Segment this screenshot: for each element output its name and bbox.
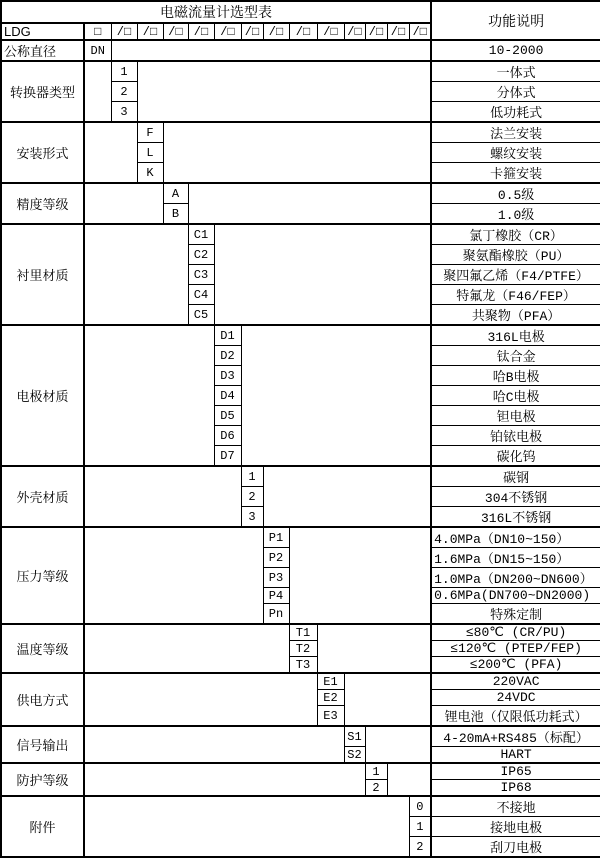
option-function: 0.6MPa(DN700~DN2000) xyxy=(431,588,600,604)
option-code: 1 xyxy=(111,61,137,82)
option-code: K xyxy=(137,163,163,184)
model-digit-slot-2: /□ xyxy=(137,23,163,40)
category-label: 压力等级 xyxy=(1,527,84,624)
option-code: C2 xyxy=(188,245,214,265)
option-code: D7 xyxy=(214,446,241,467)
option-code: C3 xyxy=(188,265,214,285)
option-code: P4 xyxy=(263,588,289,604)
option-code: 0 xyxy=(409,796,431,817)
option-code: E1 xyxy=(317,673,344,690)
model-digit-slot-5: /□ xyxy=(214,23,241,40)
option-code: T2 xyxy=(289,641,317,657)
option-function: 4-20mA+RS485（标配） xyxy=(431,726,600,747)
option-code: P1 xyxy=(263,527,289,548)
option-function: 1.6MPa（DN15~150） xyxy=(431,548,600,568)
model-digit-slot-4: /□ xyxy=(188,23,214,40)
option-code: P3 xyxy=(263,568,289,588)
spacer xyxy=(84,763,365,796)
spacer xyxy=(163,122,431,183)
option-function: 1.0级 xyxy=(431,204,600,225)
option-function: IP68 xyxy=(431,780,600,797)
option-code: D4 xyxy=(214,386,241,406)
option-code: 3 xyxy=(241,507,263,528)
option-function: 刮刀电极 xyxy=(431,837,600,858)
option-function: 特氟龙（F46/FEP） xyxy=(431,285,600,305)
model-prefix-label: LDG xyxy=(1,23,84,40)
option-function: HART xyxy=(431,747,600,764)
option-function: 1.0MPa（DN200~DN600） xyxy=(431,568,600,588)
option-function: 锂电池（仅限低功耗式） xyxy=(431,706,600,727)
option-code: D3 xyxy=(214,366,241,386)
option-code: 2 xyxy=(241,487,263,507)
spacer xyxy=(111,40,431,61)
model-first-box: □ xyxy=(84,23,111,40)
option-code: D1 xyxy=(214,325,241,346)
model-digit-slot-1: /□ xyxy=(111,23,137,40)
option-function: 304不锈钢 xyxy=(431,487,600,507)
option-function: 4.0MPa（DN10~150） xyxy=(431,527,600,548)
function-column-header: 功能说明 xyxy=(431,1,600,40)
option-function: 聚四氟乙烯（F4/PTFE） xyxy=(431,265,600,285)
spacer xyxy=(84,224,188,325)
spacer xyxy=(289,527,431,624)
spacer xyxy=(84,466,241,527)
table-title: 电磁流量计选型表 xyxy=(1,1,431,23)
category-label: 衬里材质 xyxy=(1,224,84,325)
option-function: 316L不锈钢 xyxy=(431,507,600,528)
option-function: 螺纹安装 xyxy=(431,143,600,163)
option-code: 2 xyxy=(111,82,137,102)
model-digit-slot-8: /□ xyxy=(289,23,317,40)
spacer xyxy=(84,624,289,673)
model-digit-slot-10: /□ xyxy=(344,23,365,40)
model-digit-slot-3: /□ xyxy=(163,23,188,40)
spacer xyxy=(84,726,344,763)
option-function: 氯丁橡胶（CR） xyxy=(431,224,600,245)
category-label: 安装形式 xyxy=(1,122,84,183)
option-function: 分体式 xyxy=(431,82,600,102)
spacer xyxy=(84,527,263,624)
option-function: 碳化钨 xyxy=(431,446,600,467)
spacer xyxy=(387,763,431,796)
option-code: Pn xyxy=(263,604,289,625)
option-function: 不接地 xyxy=(431,796,600,817)
model-digit-slot-7: /□ xyxy=(263,23,289,40)
option-function: IP65 xyxy=(431,763,600,780)
spacer xyxy=(188,183,431,224)
spacer xyxy=(344,673,431,726)
model-digit-slot-11: /□ xyxy=(365,23,387,40)
option-function: 特殊定制 xyxy=(431,604,600,625)
option-code: C5 xyxy=(188,305,214,326)
option-function-diameter: 10-2000 xyxy=(431,40,600,61)
spacer xyxy=(241,325,431,466)
option-function: ≤200℃ (PFA) xyxy=(431,657,600,674)
option-code: 1 xyxy=(365,763,387,780)
option-code: E3 xyxy=(317,706,344,727)
spacer xyxy=(84,325,214,466)
option-code: 1 xyxy=(409,817,431,837)
option-function: 24VDC xyxy=(431,690,600,706)
option-function: 低功耗式 xyxy=(431,102,600,123)
model-digit-slot-13: /□ xyxy=(409,23,431,40)
option-function: 哈C电极 xyxy=(431,386,600,406)
option-code: 2 xyxy=(409,837,431,858)
option-code: D2 xyxy=(214,346,241,366)
option-function: 铂铱电极 xyxy=(431,426,600,446)
category-label: 防护等级 xyxy=(1,763,84,796)
option-function: 一体式 xyxy=(431,61,600,82)
category-label: 转换器类型 xyxy=(1,61,84,122)
option-code: 3 xyxy=(111,102,137,123)
option-function: 0.5级 xyxy=(431,183,600,204)
category-label: 附件 xyxy=(1,796,84,857)
spacer xyxy=(84,673,317,726)
category-label: 供电方式 xyxy=(1,673,84,726)
option-code: S2 xyxy=(344,747,365,764)
option-code: C1 xyxy=(188,224,214,245)
category-label: 外壳材质 xyxy=(1,466,84,527)
option-function: 接地电极 xyxy=(431,817,600,837)
model-digit-slot-12: /□ xyxy=(387,23,409,40)
option-function: 碳钢 xyxy=(431,466,600,487)
model-digit-slot-6: /□ xyxy=(241,23,263,40)
category-label: 信号输出 xyxy=(1,726,84,763)
category-label: 温度等级 xyxy=(1,624,84,673)
option-code: 2 xyxy=(365,780,387,797)
category-label: 电极材质 xyxy=(1,325,84,466)
option-code: C4 xyxy=(188,285,214,305)
model-digit-slot-9: /□ xyxy=(317,23,344,40)
option-code: T1 xyxy=(289,624,317,641)
option-function: ≤80℃ (CR/PU) xyxy=(431,624,600,641)
spacer xyxy=(137,61,431,122)
option-code: L xyxy=(137,143,163,163)
option-code: 1 xyxy=(241,466,263,487)
category-label-diameter: 公称直径 xyxy=(1,40,84,61)
spacer xyxy=(214,224,431,325)
spacer xyxy=(365,726,431,763)
option-code: B xyxy=(163,204,188,225)
option-function: ≤120℃ (PTEP/FEP) xyxy=(431,641,600,657)
option-function: 法兰安装 xyxy=(431,122,600,143)
spacer xyxy=(263,466,431,527)
option-code: D6 xyxy=(214,426,241,446)
option-function: 钽电极 xyxy=(431,406,600,426)
option-code-dn: DN xyxy=(84,40,111,61)
option-code: A xyxy=(163,183,188,204)
option-function: 哈B电极 xyxy=(431,366,600,386)
option-function: 共聚物（PFA） xyxy=(431,305,600,326)
option-code: P2 xyxy=(263,548,289,568)
spacer xyxy=(84,183,163,224)
option-function: 220VAC xyxy=(431,673,600,690)
spacer xyxy=(84,61,111,122)
option-function: 钛合金 xyxy=(431,346,600,366)
spacer xyxy=(84,122,137,183)
option-code: T3 xyxy=(289,657,317,674)
option-code: D5 xyxy=(214,406,241,426)
category-label: 精度等级 xyxy=(1,183,84,224)
option-code: E2 xyxy=(317,690,344,706)
option-function: 卡箍安装 xyxy=(431,163,600,184)
spacer xyxy=(317,624,431,673)
option-function: 聚氨酯橡胶（PU） xyxy=(431,245,600,265)
option-code: F xyxy=(137,122,163,143)
option-code: S1 xyxy=(344,726,365,747)
spacer xyxy=(84,796,409,857)
option-function: 316L电极 xyxy=(431,325,600,346)
